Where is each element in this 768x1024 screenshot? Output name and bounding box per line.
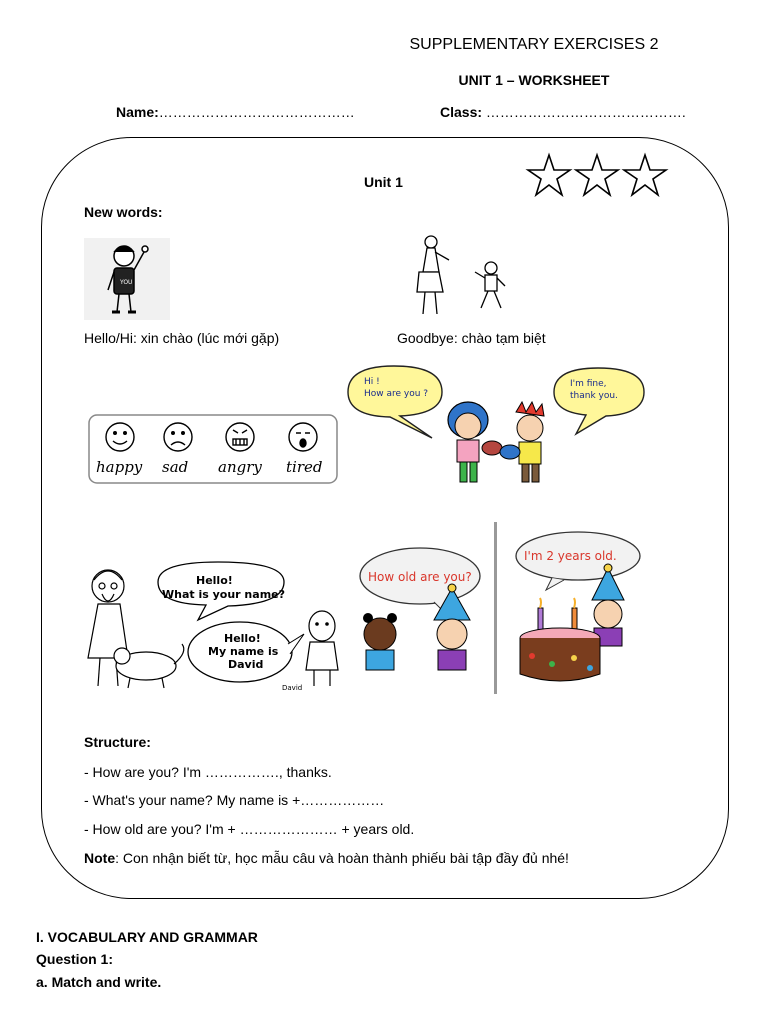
bubble-hello: Hello! bbox=[196, 574, 233, 587]
bubble-how-are-you: How are you ? bbox=[364, 389, 429, 399]
star-icon bbox=[624, 155, 666, 195]
svg-text:YOU: YOU bbox=[120, 279, 133, 286]
section-heading: I. VOCABULARY AND GRAMMAR bbox=[36, 929, 258, 945]
hello-caption: Hello/Hi: xin chào (lúc mới gặp) bbox=[84, 330, 280, 346]
structure-label: Structure: bbox=[84, 734, 151, 750]
bubble-david: David bbox=[228, 658, 264, 671]
how-are-you-scene bbox=[340, 362, 650, 492]
bubble-fine-1: I'm fine, bbox=[570, 379, 607, 389]
emotion-label: angry bbox=[218, 458, 262, 476]
how-old-scene bbox=[358, 540, 488, 680]
bubble-fine-2: thank you. bbox=[570, 391, 618, 401]
worksheet-subtitle: UNIT 1 – WORKSHEET bbox=[458, 72, 610, 88]
emotions-strip bbox=[88, 414, 338, 484]
david-label: David bbox=[282, 684, 303, 692]
name-blank: …………………………………… bbox=[158, 104, 355, 120]
bubble-how-old: How old are you? bbox=[368, 570, 472, 584]
question-label: Question 1: bbox=[36, 951, 114, 967]
emotion-label: happy bbox=[96, 458, 143, 476]
star-icon bbox=[576, 155, 618, 195]
bubble-david-hello: Hello! bbox=[224, 632, 261, 645]
card-title: Unit 1 bbox=[364, 174, 403, 190]
goodbye-image bbox=[405, 232, 515, 320]
star-icon bbox=[528, 155, 570, 195]
goodbye-caption: Goodbye: chào tạm biệt bbox=[397, 330, 546, 346]
bubble-hi: Hi ! bbox=[364, 377, 380, 387]
page-title: SUPPLEMENTARY EXERCISES 2 bbox=[409, 36, 659, 53]
name-field[interactable] bbox=[116, 104, 355, 120]
name-label: Name: bbox=[116, 104, 159, 120]
note-text: : Con nhận biết từ, học mẫu câu và hoàn thành phiếu bài tập đầy đủ nhé! bbox=[115, 850, 569, 866]
structure-line: - What's your name? My name is +……………… bbox=[84, 792, 385, 808]
new-words-label: New words: bbox=[84, 204, 163, 220]
scene-divider bbox=[494, 522, 498, 694]
two-years-old-scene bbox=[512, 528, 646, 692]
what-is-your-name-scene bbox=[78, 548, 354, 696]
note-label: Note bbox=[84, 850, 116, 866]
class-field[interactable] bbox=[440, 104, 686, 120]
bubble-what-name: What is your name? bbox=[162, 588, 285, 601]
bubble-david-name: My name is bbox=[208, 645, 279, 658]
class-label: Class: bbox=[440, 104, 483, 120]
structure-line: - How old are you? I'm + ………………… + years old. bbox=[84, 821, 415, 837]
emotion-label: sad bbox=[162, 458, 189, 476]
note bbox=[84, 850, 704, 866]
rating-stars bbox=[525, 152, 670, 200]
class-blank: ……………………………………. bbox=[485, 104, 686, 120]
bubble-two-years: I'm 2 years old. bbox=[524, 549, 617, 563]
boy-waving-image bbox=[84, 238, 170, 320]
emotion-label: tired bbox=[286, 458, 323, 476]
structure-line: - How are you? I'm ……………., thanks. bbox=[84, 764, 332, 780]
task-label: a. Match and write. bbox=[36, 974, 162, 990]
